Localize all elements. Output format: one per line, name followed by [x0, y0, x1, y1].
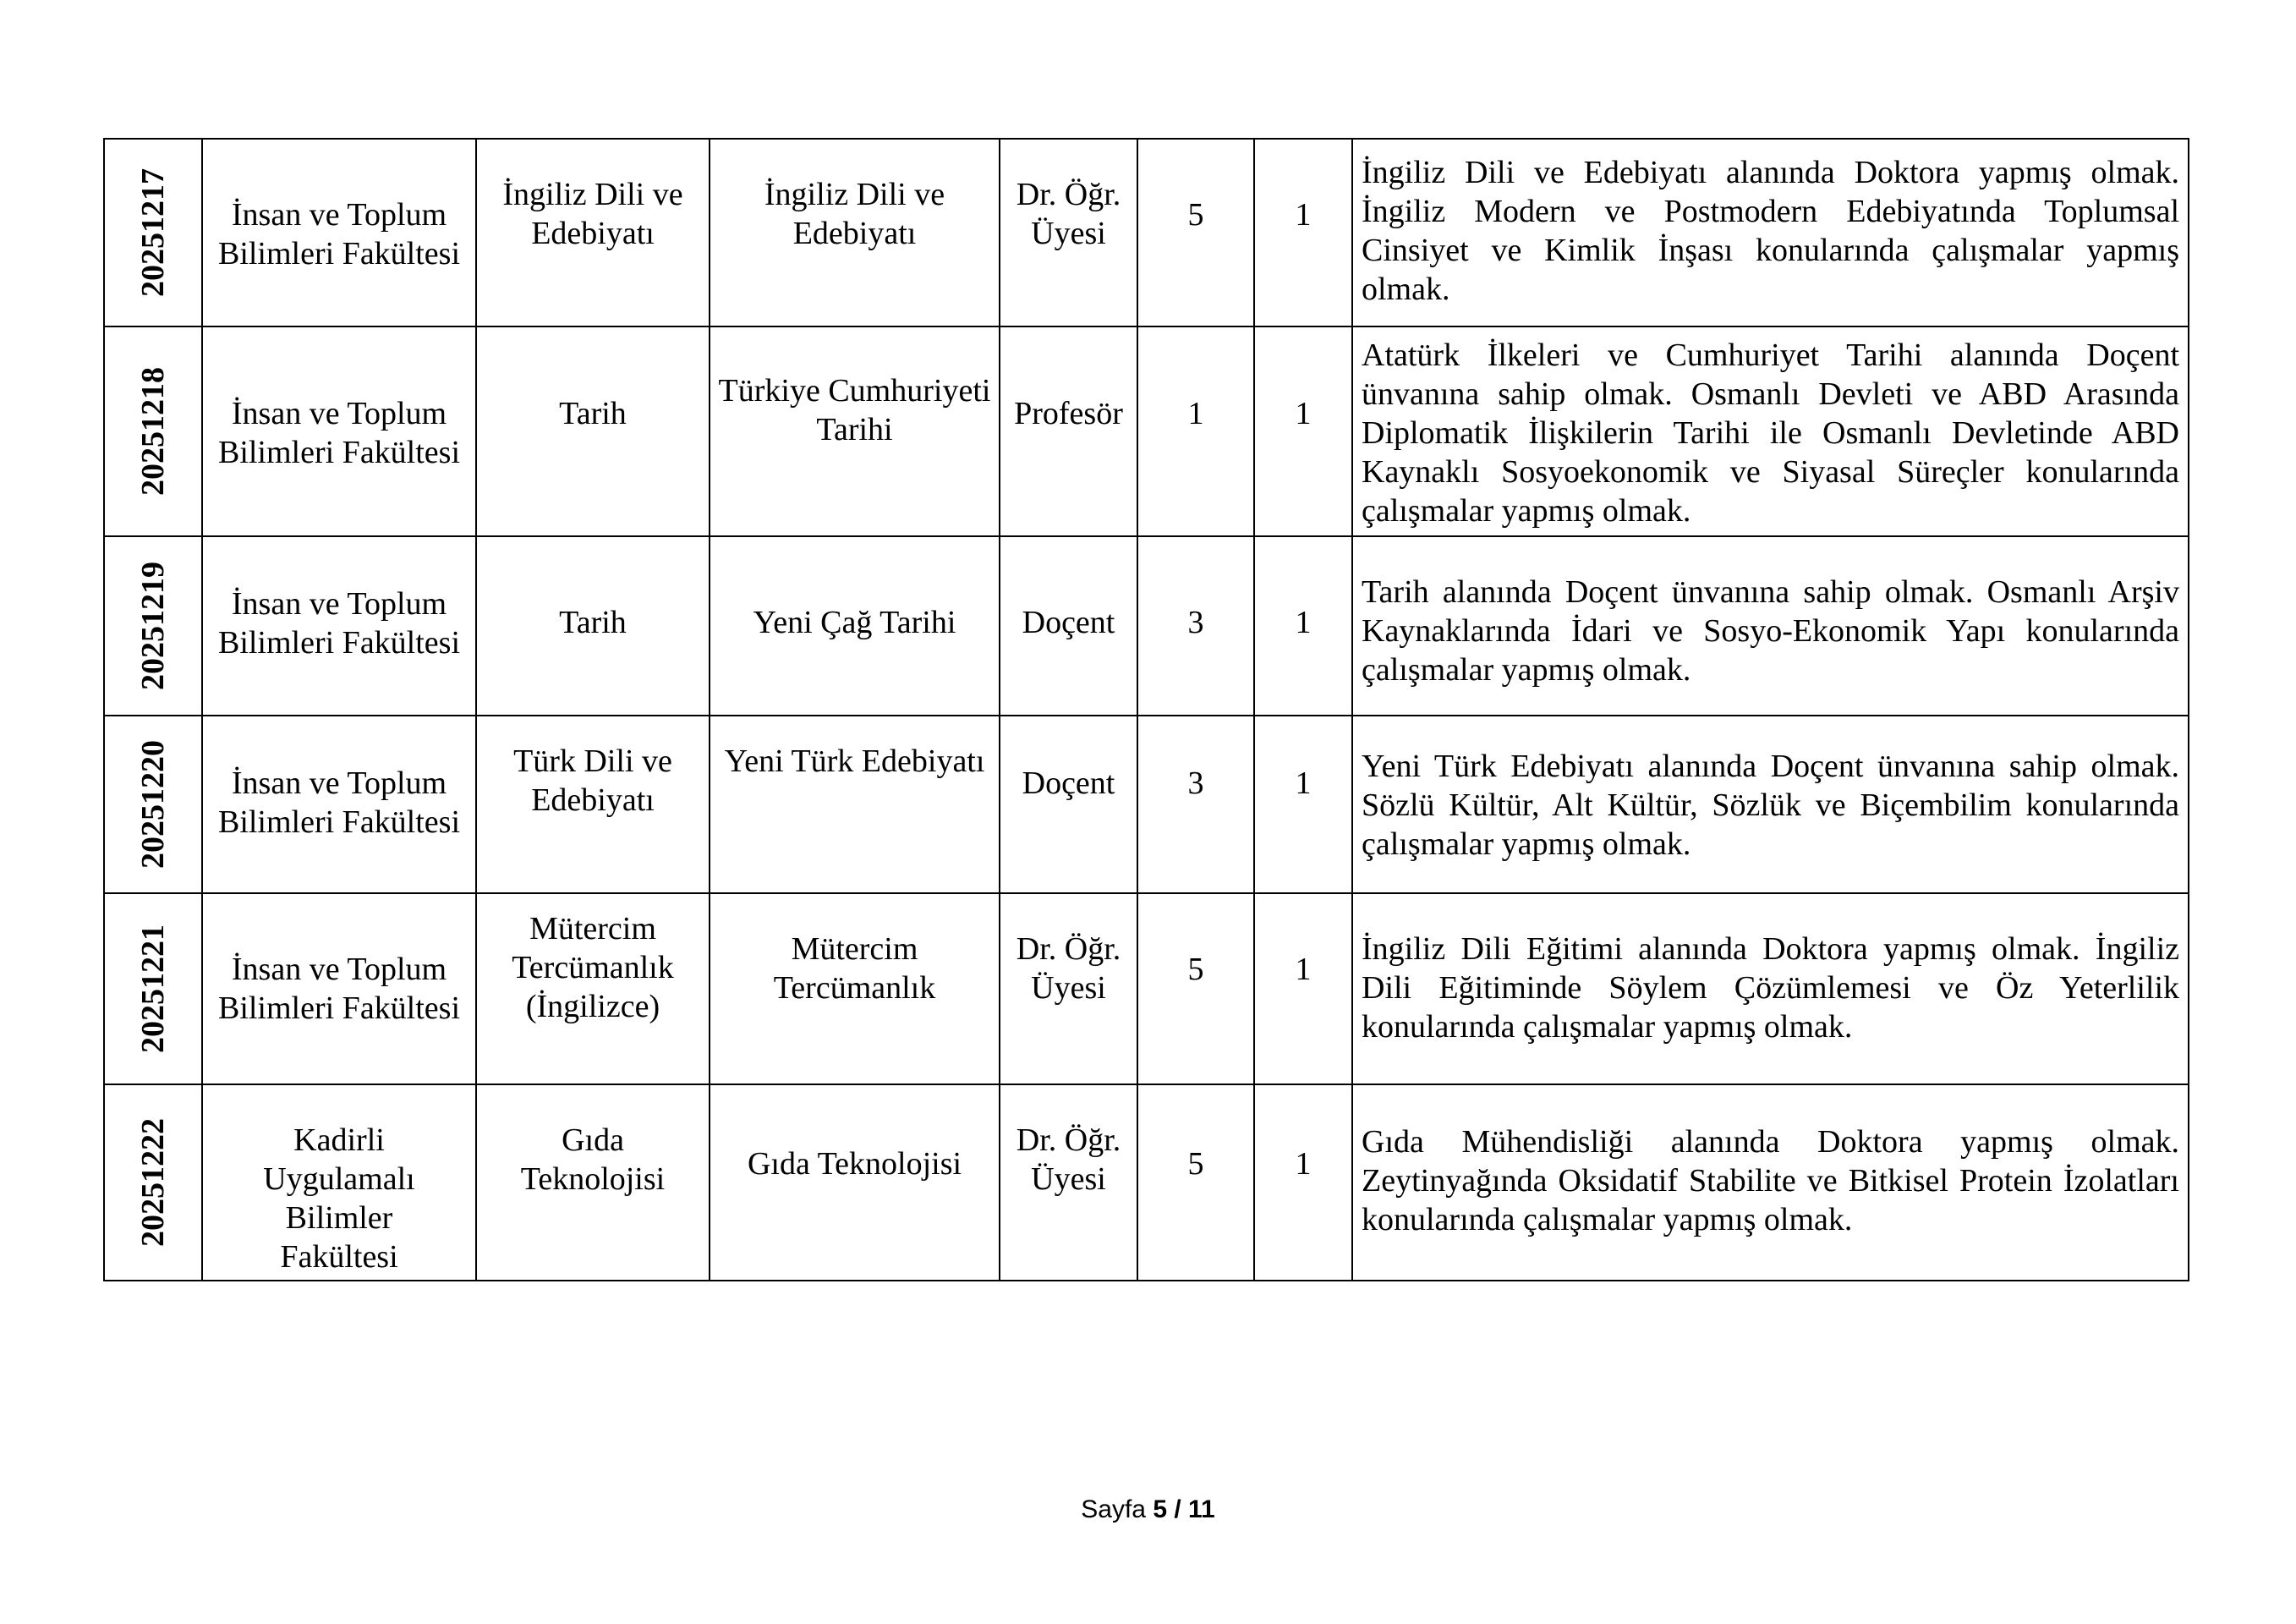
degree: 3: [1187, 605, 1204, 640]
count-cell: [1254, 536, 1352, 716]
faculty-cell: [202, 326, 476, 536]
department: Mütercim Tercümanlık (İngilizce): [512, 911, 674, 1024]
description: Atatürk İlkeleri ve Cumhuriyet Tarihi alanında Doçent ünvanına sahip olmak. Osmanlı Devleti ve ABD Arasında Diplomatik İlişkilerin Tarihi ile Osmanlı Devletinde ABD Kaynaklı Sosyoekonomik ve Siyasal Süreçler konularında çalışmalar yapmış olmak.: [1362, 337, 2179, 529]
position-code: 20251218: [135, 367, 171, 496]
position-code-cell: [104, 1084, 202, 1281]
table-row: [104, 893, 2189, 1084]
description: Gıda Mühendisliği alanında Doktora yapmış olmak. Zeytinyağında Oksidatif Stabilite ve Bitkisel Protein İzolatları konularında çalışmalar yapmış olmak.: [1362, 1124, 2179, 1237]
position-code-cell: [104, 893, 202, 1084]
degree-cell: [1137, 716, 1254, 893]
title-cell: [1000, 536, 1137, 716]
department: Tarih: [559, 605, 627, 640]
description: İngiliz Dili ve Edebiyatı alanında Doktora yapmış olmak. İngiliz Modern ve Postmodern Edebiyatında Toplumsal Cinsiyet ve Kimlik İnşası konularında çalışmalar yapmış olmak.: [1362, 155, 2179, 307]
count-cell: [1254, 139, 1352, 326]
position-code: 20251222: [135, 1118, 171, 1247]
faculty-cell: [202, 716, 476, 893]
department: Gıda Teknolojisi: [520, 1122, 666, 1197]
description-cell: [1352, 716, 2189, 893]
program-cell: [710, 139, 1000, 326]
academic-title: Doçent: [1022, 605, 1115, 640]
program-cell: [710, 326, 1000, 536]
description-cell: [1352, 1084, 2189, 1281]
position-code-cell: [104, 326, 202, 536]
department: İngiliz Dili ve Edebiyatı: [502, 177, 683, 251]
position-count: 1: [1295, 952, 1312, 987]
department-cell: [476, 139, 710, 326]
department-cell: [476, 536, 710, 716]
current-page: 5: [1153, 1495, 1167, 1523]
description-cell: [1352, 326, 2189, 536]
position-count: 1: [1295, 605, 1312, 640]
position-code-cell: [104, 716, 202, 893]
description-cell: [1352, 536, 2189, 716]
academic-title: Dr. Öğr. Üyesi: [1016, 177, 1121, 251]
position-count: 1: [1295, 765, 1312, 801]
degree: 5: [1187, 952, 1204, 987]
program-cell: [710, 1084, 1000, 1281]
positions-table: [103, 138, 2189, 1281]
faculty: İnsan ve Toplum Bilimleri Fakültesi: [217, 586, 461, 661]
table-row: [104, 1084, 2189, 1281]
academic-title: Profesör: [1014, 396, 1123, 431]
count-cell: [1254, 326, 1352, 536]
faculty: İnsan ve Toplum Bilimleri Fakültesi: [217, 396, 461, 470]
description: İngiliz Dili Eğitimi alanında Doktora yapmış olmak. İngiliz Dili Eğitiminde Söylem Çözümlemesi ve Öz Yeterlilik konularında çalışmalar yapmış olmak.: [1362, 931, 2179, 1045]
table-row: [104, 139, 2189, 326]
faculty: İnsan ve Toplum Bilimleri Fakültesi: [217, 952, 461, 1026]
degree-cell: [1137, 326, 1254, 536]
faculty-cell: [202, 536, 476, 716]
count-cell: [1254, 893, 1352, 1084]
position-count: 1: [1295, 197, 1312, 233]
description-cell: [1352, 893, 2189, 1084]
department: Türk Dili ve Edebiyatı: [513, 743, 672, 818]
faculty: Kadirli Uygulamalı Bilimler Fakültesi: [263, 1122, 415, 1275]
title-cell: [1000, 893, 1137, 1084]
program-cell: [710, 716, 1000, 893]
degree-cell: [1137, 1084, 1254, 1281]
department-cell: [476, 1084, 710, 1281]
program: İngiliz Dili ve Edebiyatı: [764, 177, 945, 251]
program: Yeni Türk Edebiyatı: [724, 743, 985, 779]
position-code: 20251219: [135, 562, 171, 690]
position-code: 20251221: [135, 924, 171, 1053]
title-cell: [1000, 716, 1137, 893]
degree-cell: [1137, 139, 1254, 326]
position-code-cell: [104, 139, 202, 326]
table-row: [104, 326, 2189, 536]
title-cell: [1000, 1084, 1137, 1281]
description: Tarih alanında Doçent ünvanına sahip olmak. Osmanlı Arşiv Kaynaklarında İdari ve Sosyo-Ekonomik Yapı konularında çalışmalar yapmış olmak.: [1362, 574, 2179, 688]
faculty-cell: [202, 893, 476, 1084]
department-cell: [476, 716, 710, 893]
department-cell: [476, 893, 710, 1084]
description-cell: [1352, 139, 2189, 326]
degree-cell: [1137, 893, 1254, 1084]
page-separator: /: [1174, 1495, 1181, 1523]
faculty-cell: [202, 1084, 476, 1281]
academic-title: Dr. Öğr. Üyesi: [1016, 931, 1121, 1006]
faculty-cell: [202, 139, 476, 326]
title-cell: [1000, 139, 1137, 326]
page-footer: [0, 1495, 2296, 1524]
department-cell: [476, 326, 710, 536]
degree: 3: [1187, 765, 1204, 801]
position-code: 20251217: [135, 168, 171, 297]
position-code-cell: [104, 536, 202, 716]
description: Yeni Türk Edebiyatı alanında Doçent ünvanına sahip olmak. Sözlü Kültür, Alt Kültür, Sözlük ve Biçembilim konularında çalışmalar yapmış olmak.: [1362, 749, 2179, 862]
degree: 5: [1187, 1146, 1204, 1182]
degree: 1: [1187, 396, 1204, 431]
faculty: İnsan ve Toplum Bilimleri Fakültesi: [217, 197, 461, 272]
academic-title: Doçent: [1022, 765, 1115, 801]
program-cell: [710, 893, 1000, 1084]
count-cell: [1254, 1084, 1352, 1281]
program: Gıda Teknolojisi: [747, 1146, 962, 1182]
page-label: Sayfa: [1081, 1495, 1146, 1523]
program-cell: [710, 536, 1000, 716]
program: Yeni Çağ Tarihi: [753, 605, 956, 640]
position-count: 1: [1295, 1146, 1312, 1182]
table-row: [104, 716, 2189, 893]
program: Mütercim Tercümanlık: [773, 931, 936, 1006]
academic-title: Dr. Öğr. Üyesi: [1016, 1122, 1121, 1197]
department: Tarih: [559, 396, 627, 431]
count-cell: [1254, 716, 1352, 893]
degree: 5: [1187, 197, 1204, 233]
position-code: 20251220: [135, 740, 171, 869]
degree-cell: [1137, 536, 1254, 716]
total-pages: 11: [1188, 1495, 1215, 1523]
position-count: 1: [1295, 396, 1312, 431]
title-cell: [1000, 326, 1137, 536]
table-row: [104, 536, 2189, 716]
faculty: İnsan ve Toplum Bilimleri Fakültesi: [217, 765, 461, 840]
program: Türkiye Cumhuriyeti Tarihi: [718, 373, 991, 447]
